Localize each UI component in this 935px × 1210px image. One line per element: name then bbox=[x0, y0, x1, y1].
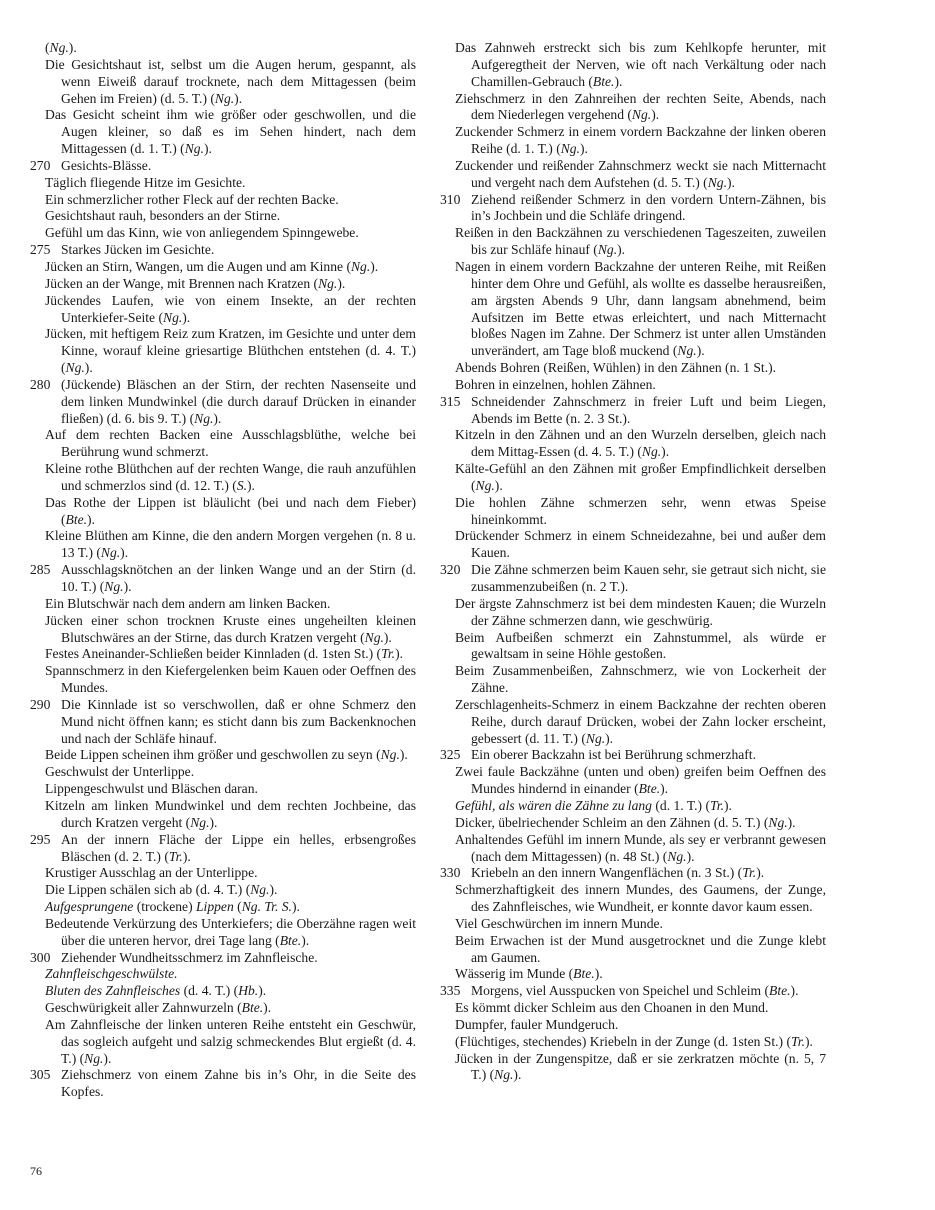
symptom-entry bbox=[30, 175, 416, 192]
entry-text: Lippengeschwulst und Bläschen daran. bbox=[45, 781, 258, 797]
entry-text: (Ng.). bbox=[45, 40, 77, 55]
symptom-entry bbox=[30, 562, 416, 596]
symptom-entry bbox=[30, 461, 416, 495]
symptom-entry bbox=[440, 933, 826, 967]
entry-text: Dumpfer, fauler Mundgeruch. bbox=[455, 1016, 619, 1032]
symptom-entry bbox=[30, 1000, 416, 1017]
symptom-entry bbox=[30, 528, 416, 562]
entry-text: Kleine rothe Blüthchen auf der rechten Wange, die rauh anzufühlen und schmerzlos sind (d. 12. T.) (S.). bbox=[45, 461, 416, 493]
symptom-entry bbox=[30, 208, 416, 225]
entry-text: Jücken, mit heftigem Reiz zum Kratzen, im Gesichte und unter dem Kinne, worauf kleine griesartige Blüthchen entstehen (d. 4. T.) (Ng.). bbox=[45, 326, 416, 376]
entry-text: Der ärgste Zahnschmerz ist bei dem mindesten Kauen; die Wurzeln der Zähne schmerzen dann, wie geschwürig. bbox=[455, 595, 826, 628]
entry-text: Morgens, viel Ausspucken von Speichel und Schleim (Bte.). bbox=[471, 983, 799, 999]
entry-text: Beim Aufbeißen schmerzt ein Zahnstummel, als würde er gewaltsam in seine Höhle gestoßen. bbox=[455, 629, 826, 662]
entry-text: Kälte-Gefühl an den Zähnen mit großer Empfindlichkeit derselben (Ng.). bbox=[455, 461, 826, 493]
symptom-entry bbox=[30, 865, 416, 882]
symptom-entry bbox=[30, 646, 416, 663]
symptom-entry bbox=[30, 613, 416, 647]
symptom-entry bbox=[440, 192, 826, 226]
symptom-entry bbox=[440, 562, 826, 596]
entry-text: Festes Aneinander-Schließen beider Kinnladen (d. 1sten St.) (Tr.). bbox=[45, 646, 404, 662]
entry-number: 270 bbox=[30, 157, 51, 173]
symptom-entry bbox=[440, 1017, 826, 1034]
symptom-entry bbox=[30, 832, 416, 866]
entry-text: Zuckender Schmerz in einem vordern Backzahne der linken oberen Reihe (d. 1. T.) (Ng.). bbox=[455, 124, 826, 157]
symptom-entry bbox=[30, 242, 416, 259]
entry-number: 305 bbox=[30, 1067, 51, 1083]
entry-text: Spannschmerz in den Kiefergelenken beim Kauen oder Oeffnen des Mundes. bbox=[45, 663, 416, 696]
symptom-entry bbox=[440, 91, 826, 125]
right-column bbox=[440, 40, 826, 1084]
symptom-entry bbox=[440, 360, 826, 377]
entry-text: Bohren in einzelnen, hohlen Zähnen. bbox=[455, 376, 656, 392]
entry-text: Aufgesprungene (trockene) Lippen (Ng. Tr. S.). bbox=[45, 899, 300, 915]
symptom-entry bbox=[30, 427, 416, 461]
entry-text: Ein Blutschwär nach dem andern am linken Backen. bbox=[45, 595, 331, 611]
entry-text: Jücken einer schon trocknen Kruste eines ungeheilten kleinen Blutschwäres an der Stirne, das durch Kratzen vergeht (Ng.). bbox=[45, 612, 416, 645]
symptom-entry bbox=[30, 293, 416, 327]
entry-text: Beim Erwachen ist der Mund ausgetrocknet und die Zunge klebt am Gaumen. bbox=[455, 932, 826, 965]
symptom-entry bbox=[440, 764, 826, 798]
symptom-entry bbox=[30, 1067, 416, 1101]
entry-text: Geschwulst der Unterlippe. bbox=[45, 764, 195, 780]
entry-text: Krustiger Ausschlag an der Unterlippe. bbox=[45, 865, 258, 881]
symptom-entry bbox=[440, 528, 826, 562]
entry-text: Auf dem rechten Backen eine Ausschlagsblüthe, welche bei Berührung wund schmerzt. bbox=[45, 427, 416, 460]
entry-text: Kitzeln in den Zähnen und an den Wurzeln derselben, gleich nach dem Mittag-Essen (d. 4. 5. T.) (Ng.). bbox=[455, 427, 826, 460]
symptom-entry bbox=[30, 57, 416, 108]
symptom-entry bbox=[30, 798, 416, 832]
entry-text: Ein oberer Backzahn ist bei Berührung schmerzhaft. bbox=[471, 747, 756, 763]
entry-text: Die Zähne schmerzen beim Kauen sehr, sie getraut sich nicht, sie zusammenzubeißen (n. 2 T.). bbox=[471, 562, 826, 594]
left-column bbox=[30, 40, 416, 1101]
entry-text: Die Kinnlade ist so verschwollen, daß er ohne Schmerz den Mund nicht öffnen kann; es sticht dann bis zum Backenknochen und nach der Schläfe hinauf. bbox=[61, 696, 416, 746]
symptom-entry bbox=[440, 832, 826, 866]
entry-text: Beim Zusammenbeißen, Zahnschmerz, wie von Lockerheit der Zähne. bbox=[455, 663, 826, 696]
entry-number: 290 bbox=[30, 696, 51, 712]
symptom-entry bbox=[440, 427, 826, 461]
symptom-entry bbox=[30, 764, 416, 781]
entry-text: (Jückende) Bläschen an der Stirn, der rechten Nasenseite und dem linken Mundwinkel (die durch darauf Drücken in einander fließen) (d. 6. bis 9. T.) (Ng.). bbox=[61, 376, 416, 426]
entry-text: Schmerzhaftigkeit des innern Mundes, des Gaumens, der Zunge, des Zahnfleisches, wie Wundheit, er konnte davor kaum essen. bbox=[455, 882, 826, 915]
symptom-entry bbox=[30, 781, 416, 798]
entry-text: Jücken in der Zungenspitze, daß er sie zerkratzen möchte (n. 5, 7 T.) (Ng.). bbox=[455, 1050, 826, 1083]
entry-text: Jücken an der Wange, mit Brennen nach Kratzen (Ng.). bbox=[45, 275, 346, 291]
entry-text: Zuckender und reißender Zahnschmerz weckt sie nach Mitternacht und vergeht nach dem Aufstehen (d. 5. T.) (Ng.). bbox=[455, 157, 826, 190]
symptom-entry bbox=[30, 663, 416, 697]
symptom-entry bbox=[440, 40, 826, 91]
entry-text: Drückender Schmerz in einem Schneidezahne, bei und außer dem Kauen. bbox=[455, 528, 826, 561]
symptom-entry bbox=[440, 394, 826, 428]
symptom-entry bbox=[30, 495, 416, 529]
symptom-entry bbox=[440, 697, 826, 748]
entry-text: Ziehschmerz in den Zahnreihen der rechten Seite, Abends, nach dem Niederlegen vergehend (Ng.). bbox=[455, 90, 826, 123]
symptom-entry bbox=[30, 747, 416, 764]
entry-number: 310 bbox=[440, 191, 461, 207]
entry-text: Zwei faule Backzähne (unten und oben) greifen beim Oeffnen des Mundes hindernd in einander (Bte.). bbox=[455, 764, 826, 797]
entry-number: 330 bbox=[440, 865, 461, 881]
entry-text: Starkes Jücken im Gesichte. bbox=[61, 242, 215, 258]
symptom-entry bbox=[30, 966, 416, 983]
entry-number: 335 bbox=[440, 983, 461, 999]
symptom-entry bbox=[440, 596, 826, 630]
symptom-entry bbox=[30, 950, 416, 967]
symptom-entry bbox=[440, 966, 826, 983]
entry-text: Reißen in den Backzähnen zu verschiedenen Tageszeiten, zuweilen bis zur Schläfe hinauf (Ng.). bbox=[455, 225, 826, 258]
entry-text: Die Gesichtshaut ist, selbst um die Augen herum, gespannt, als wenn Eiweiß darauf trocknete, nach dem Mittagessen (beim Gehen im Freien) (d. 5. T.) (Ng.). bbox=[45, 56, 416, 106]
symptom-entry bbox=[30, 596, 416, 613]
symptom-entry bbox=[440, 916, 826, 933]
symptom-entry bbox=[440, 983, 826, 1000]
symptom-entry bbox=[440, 124, 826, 158]
entry-text: (Flüchtiges, stechendes) Kriebeln in der Zunge (d. 1sten St.) (Tr.). bbox=[455, 1033, 813, 1049]
entry-number: 315 bbox=[440, 393, 461, 409]
symptom-entry bbox=[30, 1017, 416, 1068]
entry-text: Täglich fliegende Hitze im Gesichte. bbox=[45, 174, 246, 190]
entry-number: 275 bbox=[30, 242, 51, 258]
entry-text: Wässerig im Munde (Bte.). bbox=[455, 966, 603, 982]
page-number: 76 bbox=[30, 1164, 42, 1178]
entry-number: 280 bbox=[30, 376, 51, 392]
entry-text: Geschwürigkeit aller Zahnwurzeln (Bte.). bbox=[45, 1000, 272, 1016]
entry-text: Das Gesicht scheint ihm wie größer oder geschwollen, und die Augen kleiner, so daß es im Sehen hindert, nach dem Mittagessen (d. 1. T.) (Ng.). bbox=[45, 107, 416, 157]
symptom-entry bbox=[440, 158, 826, 192]
entry-text: Zerschlagenheits-Schmerz in einem Backzahne der rechten oberen Reihe, durch darauf Drücken, wobei der Zahn locker erscheint, gebessert (d. 11. T.) (Ng.). bbox=[455, 696, 826, 746]
entry-text: Bedeutende Verkürzung des Unterkiefers; die Oberzähne ragen weit über die unteren hervor, drei Tage lang (Bte.). bbox=[45, 915, 416, 948]
symptom-entry bbox=[440, 259, 826, 360]
entry-text: Gesichts-Blässe. bbox=[61, 157, 152, 173]
symptom-entry bbox=[440, 495, 826, 529]
entry-number: 295 bbox=[30, 831, 51, 847]
entry-text: Ausschlagsknötchen an der linken Wange und an der Stirn (d. 10. T.) (Ng.). bbox=[61, 562, 416, 594]
entry-text: Kleine Blüthen am Kinne, die den andern Morgen vergehen (n. 8 u. 13 T.) (Ng.). bbox=[45, 528, 416, 561]
symptom-entry bbox=[30, 107, 416, 158]
symptom-entry bbox=[440, 882, 826, 916]
symptom-entry bbox=[30, 192, 416, 209]
symptom-entry bbox=[440, 1000, 826, 1017]
entry-text: Abends Bohren (Reißen, Wühlen) in den Zähnen (n. 1 St.). bbox=[455, 360, 777, 376]
entry-number: 300 bbox=[30, 949, 51, 965]
entry-text: Nagen in einem vordern Backzahne der unteren Reihe, mit Reißen hinter dem Ohre und Gefühl, als wollte es dasselbe herausreißen, am ärgsten Abends 9 Uhr, dann langsam abnehmend, beim Aufsitzen im Bette etwas erleichtert, und nach Mitternacht bloßes Nagen im Zahne. Der Schmerz ist unter allen Umständen unverändert, am Tage bloß muckend (Ng.). bbox=[455, 258, 826, 359]
symptom-entry bbox=[30, 882, 416, 899]
entry-text: Das Zahnweh erstreckt sich bis zum Kehlkopfe herunter, mit Aufgeregtheit der Nerven, wie oft nach Verkältung oder nach Chamillen-Gebrauch (Bte.). bbox=[455, 40, 826, 89]
symptom-entry bbox=[440, 630, 826, 664]
entry-text: Gefühl um das Kinn, wie von anliegendem Spinngewebe. bbox=[45, 225, 359, 241]
entry-text: Am Zahnfleische der linken unteren Reihe entsteht ein Geschwür, das sogleich aufgeht und salzig schmeckendes Blut ergießt (d. 4. T.) (Ng.). bbox=[45, 1016, 416, 1066]
symptom-entry bbox=[30, 916, 416, 950]
entry-number: 325 bbox=[440, 747, 461, 763]
entry-text: Schneidender Zahnschmerz in freier Luft und beim Liegen, Abends im Bette (n. 2. 3 St.). bbox=[471, 393, 826, 426]
entry-text: Kriebeln an den innern Wangenflächen (n. 3 St.) (Tr.). bbox=[471, 865, 765, 881]
symptom-entry bbox=[440, 377, 826, 394]
symptom-entry bbox=[440, 225, 826, 259]
entry-text: Anhaltendes Gefühl im innern Munde, als sey er verbrannt gewesen (nach dem Mittagessen) (n. 48 St.) (Ng.). bbox=[455, 831, 826, 864]
entry-number: 320 bbox=[440, 562, 461, 578]
entry-text: Ein schmerzlicher rother Fleck auf der rechten Backe. bbox=[45, 191, 339, 207]
entry-text: Bluten des Zahnfleisches (d. 4. T.) (Hb.). bbox=[45, 983, 267, 999]
symptom-entry bbox=[30, 377, 416, 428]
entry-text: Ziehender Wundheitsschmerz im Zahnfleische. bbox=[61, 949, 318, 965]
symptom-entry bbox=[30, 899, 416, 916]
entry-text: Jückendes Laufen, wie von einem Insekte, an der rechten Unterkiefer-Seite (Ng.). bbox=[45, 292, 416, 325]
entry-text: Es kömmt dicker Schleim aus den Choanen in den Mund. bbox=[455, 1000, 769, 1016]
symptom-entry bbox=[440, 747, 826, 764]
symptom-entry bbox=[30, 158, 416, 175]
entry-text: Kitzeln am linken Mundwinkel und dem rechten Jochbeine, das durch Kratzen vergeht (Ng.). bbox=[45, 797, 416, 830]
symptom-entry bbox=[30, 697, 416, 748]
symptom-entry bbox=[440, 865, 826, 882]
symptom-entry bbox=[440, 1034, 826, 1051]
entry-text: Ziehend reißender Schmerz in den vordern Untern-Zähnen, bis in’s Jochbein und die Schläfe dringend. bbox=[471, 191, 826, 224]
entry-text: Dicker, übelriechender Schleim an den Zähnen (d. 5. T.) (Ng.). bbox=[455, 814, 796, 830]
entry-text: Gesichtshaut rauh, besonders an der Stirne. bbox=[45, 208, 281, 224]
symptom-entry bbox=[30, 326, 416, 377]
entry-text: Die hohlen Zähne schmerzen sehr, wenn etwas Speise hineinkommt. bbox=[455, 494, 826, 527]
entry-text: Gefühl, als wären die Zähne zu lang (d. 1. T.) (Tr.). bbox=[455, 797, 732, 813]
entry-text: Viel Geschwürchen im innern Munde. bbox=[455, 915, 663, 931]
symptom-entry bbox=[30, 40, 416, 57]
entry-text: Ziehschmerz von einem Zahne bis in’s Ohr, in die Seite des Kopfes. bbox=[61, 1067, 416, 1100]
entry-text: An der innern Fläche der Lippe ein helles, erbsengroßes Bläschen (d. 2. T.) (Tr.). bbox=[61, 831, 416, 864]
entry-text: Zahnfleischgeschwülste. bbox=[45, 966, 178, 982]
entry-number: 285 bbox=[30, 562, 51, 578]
entry-text: Die Lippen schälen sich ab (d. 4. T.) (Ng.). bbox=[45, 882, 278, 898]
symptom-entry bbox=[30, 225, 416, 242]
entry-text: Das Rothe der Lippen ist bläulicht (bei und nach dem Fieber) (Bte.). bbox=[45, 494, 416, 527]
symptom-entry bbox=[440, 798, 826, 815]
symptom-entry bbox=[440, 461, 826, 495]
symptom-entry bbox=[440, 815, 826, 832]
entry-text: Jücken an Stirn, Wangen, um die Augen und am Kinne (Ng.). bbox=[45, 258, 379, 274]
entry-text: Beide Lippen scheinen ihm größer und geschwollen zu seyn (Ng.). bbox=[45, 747, 408, 763]
symptom-entry bbox=[440, 1051, 826, 1085]
symptom-entry bbox=[30, 276, 416, 293]
symptom-entry bbox=[30, 983, 416, 1000]
symptom-entry bbox=[440, 663, 826, 697]
symptom-entry bbox=[30, 259, 416, 276]
